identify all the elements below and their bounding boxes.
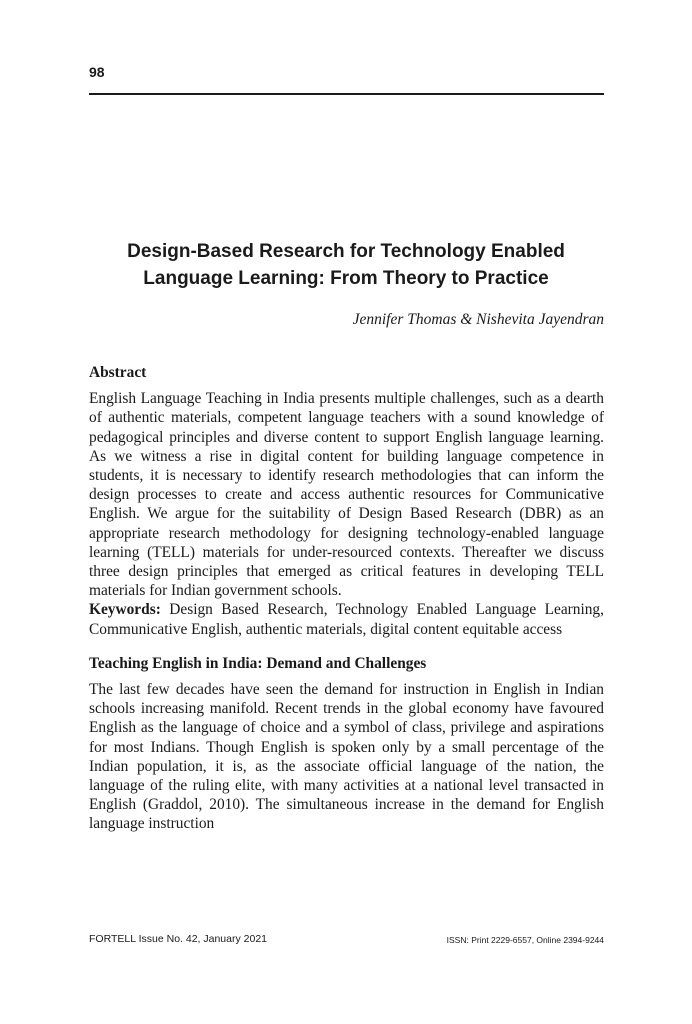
section-heading: Teaching English in India: Demand and Challenges xyxy=(89,654,427,672)
abstract-heading: Abstract xyxy=(89,364,147,381)
header-rule xyxy=(89,93,604,95)
abstract-body: English Language Teaching in India presents multiple challenges, such as a dearth of authentic materials, competent language teachers with a sound knowledge of pedagogical principles and diverse content to support English language learning. As we witness a rise in digital content for building language competence in students, it is necessary to identify research methodologies that can inform the design processes to create and access authentic resources for Communicative English. We argue for the suitability of Design Based Research (DBR) as an appropriate research methodology for designing technology-enabled language learning (TELL) materials for under-resourced contexts. Thereafter we discuss three design principles that emerged as critical features in developing TELL materials for Indian government schools. xyxy=(89,390,604,600)
section-body: The last few decades have seen the demand for instruction in English in Indian schools increasing manifold. Recent trends in the global economy have favoured English as the language of choice and a symbol of class, privilege and aspirations for most Indians. Though English is spoken only by a small percentage of the Indian population, it is, as the associate official language of the nation, the language of the ruling elite, with many activities at a national level transacted in English (Graddol, 2010). The simultaneous increase in the demand for English language instruction xyxy=(89,681,604,833)
keywords-text: Design Based Research, Technology Enabled Language Learning, Communicative English, authentic materials, digital content equitable access xyxy=(89,601,604,638)
article-authors: Jennifer Thomas & Nishevita Jayendran xyxy=(352,311,604,328)
article-title xyxy=(70,238,622,292)
footer-journal: FORTELL Issue No. 42, January 2021 xyxy=(89,933,268,945)
title-line-2: Language Learning: From Theory to Practice xyxy=(143,268,549,289)
keywords-label: Keywords: xyxy=(89,601,161,619)
article-content xyxy=(89,363,604,834)
title-line-1: Design-Based Research for Technology Enabled xyxy=(127,241,565,262)
page-number: 98 xyxy=(89,64,105,80)
footer-issn: ISSN: Print 2229-6557, Online 2394-9244 xyxy=(446,935,604,945)
keywords xyxy=(89,600,604,638)
